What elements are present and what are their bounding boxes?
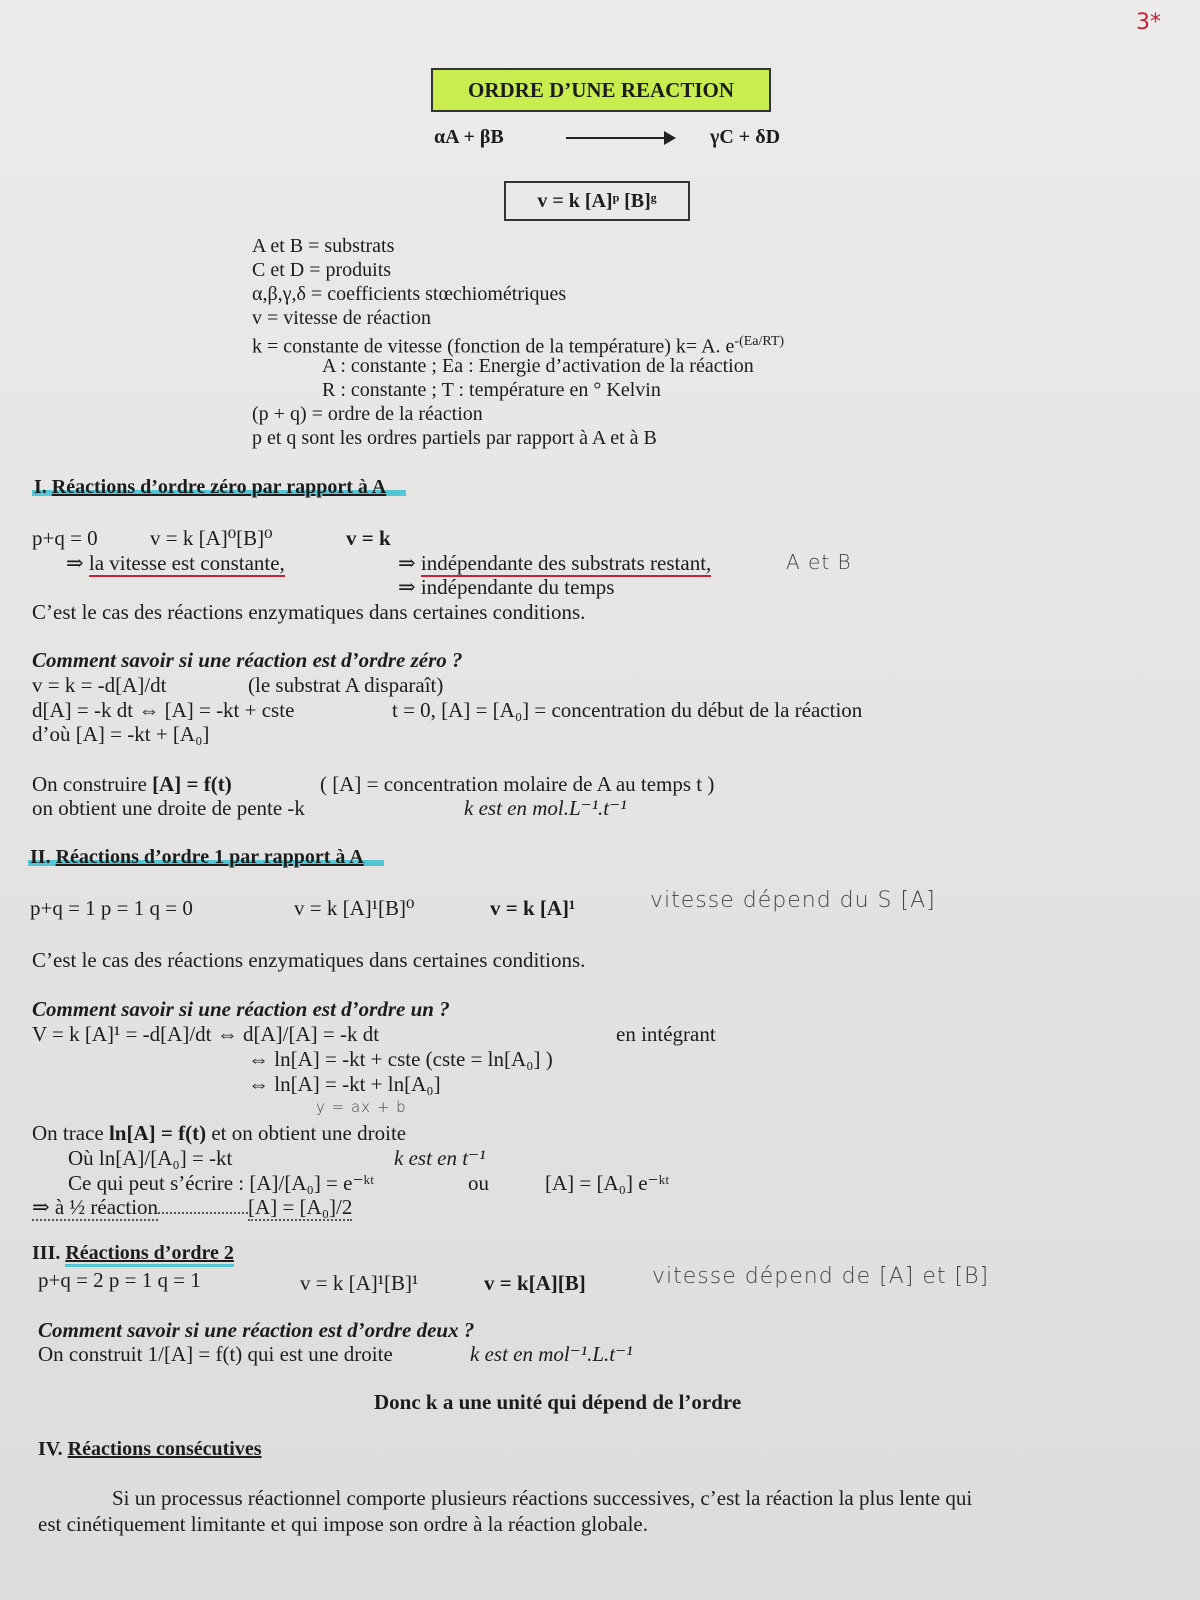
s2-or: ou [468, 1171, 489, 1195]
s1-rate-simple: v = k [346, 526, 391, 550]
s2-plot: On trace ln[A] = f(t) et on obtient une droite [32, 1121, 407, 1145]
page-title: ORDRE D’UNE REACTION [431, 68, 771, 112]
handwritten-note: vitesse dépend de [A] et [B] [652, 1264, 990, 1289]
s1-construct: On construire [A] = f(t) [32, 772, 232, 796]
section-4-heading: IV. Réactions consécutives [38, 1438, 262, 1460]
s2-integrating: en intégrant [616, 1022, 716, 1046]
s4-paragraph-line: est cinétiquement limitante et qui impose son ordre à la réaction globale. [38, 1512, 648, 1536]
definition-line: R : constante ; T : température en ° Kelvin [322, 379, 661, 401]
s1-rate-law: v = k [A]⁰[B]⁰ [150, 526, 273, 550]
s2-derivation: ⇔ ln[A] = -kt + cste (cste = ln[A₀] ) [248, 1047, 553, 1071]
page-corner-mark: 3* [1136, 10, 1161, 35]
s2-log-ratio: Où ln[A]/[A₀] = -kt [68, 1146, 233, 1170]
section-2-heading: II. Réactions d’ordre 1 par rapport à A [28, 846, 384, 869]
s4-paragraph-line: Si un processus réactionnel comporte plusieurs réactions successives, c’est la réaction la plus lente qui [112, 1486, 973, 1510]
definition-line: C et D = produits [252, 259, 392, 281]
s3-k-unit: k est en mol⁻¹.L.t⁻¹ [470, 1342, 633, 1366]
s1-result: d’où [A] = -kt + [A₀] [32, 722, 210, 746]
s1-initial-condition: t = 0, [A] = [A₀] = concentration du début de la réaction [392, 698, 863, 722]
equation-reactants: αA + βB [434, 126, 504, 148]
handwritten-note: y = ax + b [316, 1098, 407, 1116]
s2-orders: p+q = 1 p = 1 q = 0 [30, 896, 193, 920]
equation-products: γC + δD [710, 126, 781, 148]
s1-derivation: d[A] = -k dt ⇔ [A] = -kt + cste [32, 698, 295, 722]
reaction-arrow-head [664, 131, 676, 145]
definition-line: A : constante ; Ea : Energie d’activation de la réaction [322, 355, 754, 377]
s2-derivation: ⇔ ln[A] = -kt + ln[A₀] [248, 1072, 441, 1096]
definition-line: k = constante de vitesse (fonction de la température) k= A. $e^{-(Ea/RT)}$ [252, 334, 785, 358]
definition-line: p et q sont les ordres partiels par rapport à A et à B [252, 427, 657, 449]
s1-construct-note: ( [A] = concentration molaire de A au temps t ) [320, 772, 715, 796]
s1-implication-1: ⇒ la vitesse est constante, [66, 551, 285, 575]
s3-question: Comment savoir si une réaction est d’ordre deux ? [38, 1318, 475, 1342]
s3-rate-law: v = k [A]¹[B]¹ [300, 1271, 419, 1295]
s2-question: Comment savoir si une réaction est d’ordre un ? [32, 997, 450, 1021]
definition-line: α,β,γ,δ = coefficients stœchiométriques [252, 283, 567, 305]
s2-note: C’est le cas des réactions enzymatiques dans certaines conditions. [32, 948, 586, 972]
s3-orders: p+q = 2 p = 1 q = 1 [38, 1268, 201, 1292]
s1-implication-3: ⇒ indépendante du temps [398, 575, 615, 599]
handwritten-note: A et B [786, 550, 852, 574]
s2-half-reaction: ⇒ à ½ réaction [A] = [A₀]/2 [32, 1195, 353, 1219]
s1-note: C’est le cas des réactions enzymatiques dans certaines conditions. [32, 600, 586, 624]
s2-rate-law: v = k [A]¹[B]⁰ [294, 896, 415, 920]
s3-rate-simple: v = k[A][B] [484, 1271, 586, 1295]
s1-slope: on obtient une droite de pente -k [32, 796, 305, 820]
s1-k-unit: k est en mol.L⁻¹.t⁻¹ [464, 796, 627, 820]
definition-line: v = vitesse de réaction [252, 307, 431, 329]
section-3-heading: III. Réactions d’ordre 2 [32, 1242, 234, 1265]
definition-line: (p + q) = ordre de la réaction [252, 403, 483, 425]
rate-law-box: v = k [A]ᵖ [B]ᵍ [504, 181, 690, 221]
s1-question: Comment savoir si une réaction est d’ordre zéro ? [32, 648, 463, 672]
s1-order-sum: p+q = 0 [32, 526, 98, 550]
s1-implication-2: ⇒ indépendante des substrats restant, [398, 551, 712, 575]
s1-derivation: v = k = -d[A]/dt [32, 673, 167, 697]
s2-derivation: V = k [A]¹ = -d[A]/dt ⇔ d[A]/[A] = -k dt [32, 1022, 380, 1046]
s2-exp-form-2: [A] = [A₀] e⁻ᵏᵗ [545, 1171, 670, 1195]
definition-line: A et B = substrats [252, 235, 395, 257]
conclusion-line: Donc k a une unité qui dépend de l’ordre [374, 1390, 742, 1414]
s1-derivation-note: (le substrat A disparaît) [248, 673, 444, 697]
section-1-heading: I. Réactions d’ordre zéro par rapport à A [32, 476, 406, 499]
s2-rate-simple: v = k [A]¹ [490, 896, 576, 920]
reaction-arrow [566, 137, 666, 139]
s2-exp-form: Ce qui peut s’écrire : [A]/[A₀] = e⁻ᵏᵗ [68, 1171, 375, 1195]
handwritten-note: vitesse dépend du S [A] [650, 888, 936, 913]
s2-k-unit: k est en t⁻¹ [394, 1146, 486, 1170]
s3-construct: On construit 1/[A] = f(t) qui est une droite [38, 1342, 393, 1366]
